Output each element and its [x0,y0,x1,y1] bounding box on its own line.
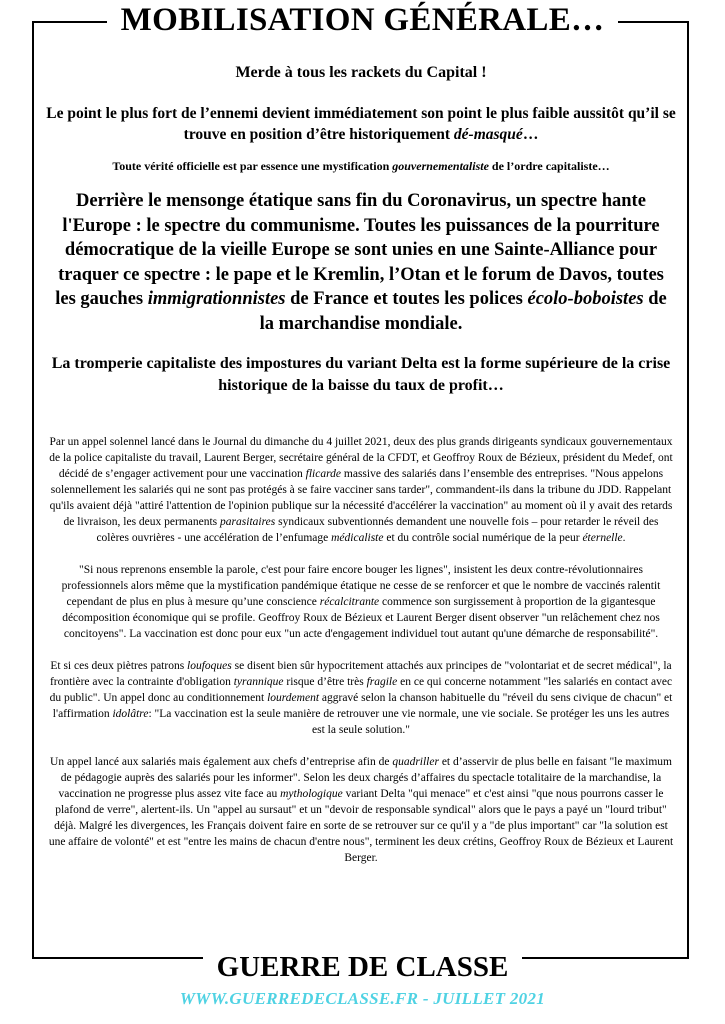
text-run: Derrière le mensonge étatique sans fin du Coronavirus, un spectre hante l'Europe : le spectre du communisme. Toutes les puissances de la pourriture démocratique de la vieille Europe se sont unies en une Sainte-Alliance pour traquer ce spectre : le pape et le Kremlin, l’Otan et le forum de Davos, toutes les gauches [55,191,664,309]
emphasis: mythologique [280,788,343,800]
text-run: et du contrôle social numérique de la peur [383,532,583,544]
emphasis: parasitaires [220,516,276,528]
text-run: variant Delta "qui menace" et c'est ainsi "que nous pourrons casser le plafond de verre", alertent-ils. Un "appel au sursaut" et un "devoir de responsable syndical" alors que le pays a payé un "lourd tribut" déjà. Malgré les divergences, les Français doivent faire en sorte de se retrouver sur ce qu'il y a "de plus important" car "la solution est une affaire de volonté" et est "entre les mains de chacun d'entre nous", terminent les deux crétins, Geoffroy Roux de Bézieux et Laurent Berger. [48,788,674,864]
emphasis: écolo-boboistes [527,289,644,309]
footer-title-bar [0,948,725,986]
footer-url[interactable]: WWW.GUERREDECLASSE.FR - JUILLET 2021 [179,989,546,1008]
emphasis: quadriller [392,756,439,768]
text-run: Et si ces deux piètres patrons [50,660,188,672]
emphasis: flicarde [305,468,342,480]
text-run: Le point le plus fort de l’ennemi devient immédiatement son point le plus faible aussitôt qu’il se trouve en position d’être historiquement [46,105,676,143]
emphasis: gouvernementaliste [392,159,489,173]
text-run: en ce qui concerne notamment "les salariés en contact avec du public". Un appel donc au conditionnement [49,676,673,704]
manifesto-paragraph [46,189,676,336]
emphasis: médicaliste [331,532,384,544]
footer-title: GUERRE DE CLASSE [203,948,523,986]
page-title: MOBILISATION GÉNÉRALE… [107,0,619,40]
body-paragraph-4 [46,754,676,866]
text-run: : "La vaccination est la seule manière de retrouver une vie normale, une vie sociale. Se protéger les uns les autres est la seule solution." [148,708,670,736]
emphasis: immigrationnistes [147,289,286,309]
emphasis: récalcitrante [319,596,380,608]
article-body [46,63,676,866]
emphasis: lourdement [267,692,320,704]
body-paragraph-1 [46,434,676,546]
text-run: aggravé selon la chanson habituelle du "réveil du sens civique de chacun" et l'affirmation [52,692,673,720]
text-run: Toute vérité officielle est par essence une mystification [112,159,393,173]
text-run: de France et toutes les polices [285,289,528,309]
emphasis: idolâtre [112,708,149,720]
text-run: . [622,532,626,544]
emphasis: tyrannique [233,676,284,688]
text-run: risque d’être très [283,676,367,688]
text-run: de l’ordre capitaliste… [488,159,610,173]
text-run: Par un appel solennel lancé dans le Journal du dimanche du 4 juillet 2021, deux des plus grands dirigeants syndicaux gouvernementaux de la police capitaliste du travail, Laurent Berger, secrétaire général de la CFDT, et Geoffroy Roux de Bézieux, président du Medef, ont décidé de s’engager activement pour une vaccination [49,436,673,480]
title-bar [0,0,725,40]
body-paragraph-2 [46,562,676,642]
body-paragraph-3 [46,658,676,738]
text-run: et d’asservir de plus belle en faisant "le maximum de pédagogie auprès des salariés pour les informer". Selon les deux chargés d’affaires du spectacle totalitaire de la marchandise, la vaccination ne progresse plus assez vite face au [58,756,672,800]
text-run: … [522,126,539,143]
text-run: massive des salariés dans l’ensemble des entreprises. "Nous appelons solennellement les salariés qui ne sont pas protégés à se faire vacciner sans tarder", commandent-ils dans la tribune du JDD. Rappelant qu'ils avaient déjà "attiré l'attention de l'opinion publique sur la nécessité d'accélérer la vaccination" au moment où il y avait des retards de livraison, les deux permanents [49,468,673,528]
text-run: "Si nous reprenons ensemble la parole, c'est pour faire encore bouger les lignes", insistent les deux contre-révolutionnaires professionnels alors même que la mystification pandémique étatique ne cesse de se renforcer et que le nombre de vaccinés ralentit cependant de plus en plus à mesure qu’une conscience [61,564,661,608]
subheading-delta: La tromperie capitaliste des impostures du variant Delta est la forme supérieure de la crise historique de la baisse du taux de profit… [51,355,671,394]
subheading-truth [46,159,676,174]
emphasis: éternelle [582,532,623,544]
text-run: syndicaux subventionnés demandent une nouvelle fois – pour retarder le réveil des colères ouvrières - une accélération de l’enfumage [96,516,659,544]
text-run: commence son surgissement à proportion de la gigantesque décomposition économique qui se profile. Geoffroy Roux de Bézieux et Laurent Berger disent observer "un relâchement chez nos concitoyens". La vaccination est donc pour eux "un acte d'engagement individuel tout autant qu'une démarche de responsabilité". [62,596,660,640]
text-run: Un appel lancé aux salariés mais également aux chefs d’entreprise afin de [50,756,393,768]
text-run: se disent bien sûr hypocritement attachés aux principes de "volontariat et de secret médical", la frontière avec la contrainte d'obligation [49,660,672,688]
emphasis: dé-masqué [453,126,523,143]
text-run: de la marchandise mondiale. [259,289,667,334]
emphasis: fragile [366,676,398,688]
emphasis: loufoques [187,660,232,672]
subheading-enemy [46,103,676,145]
subheading-rackets: Merde à tous les rackets du Capital ! [235,64,487,81]
